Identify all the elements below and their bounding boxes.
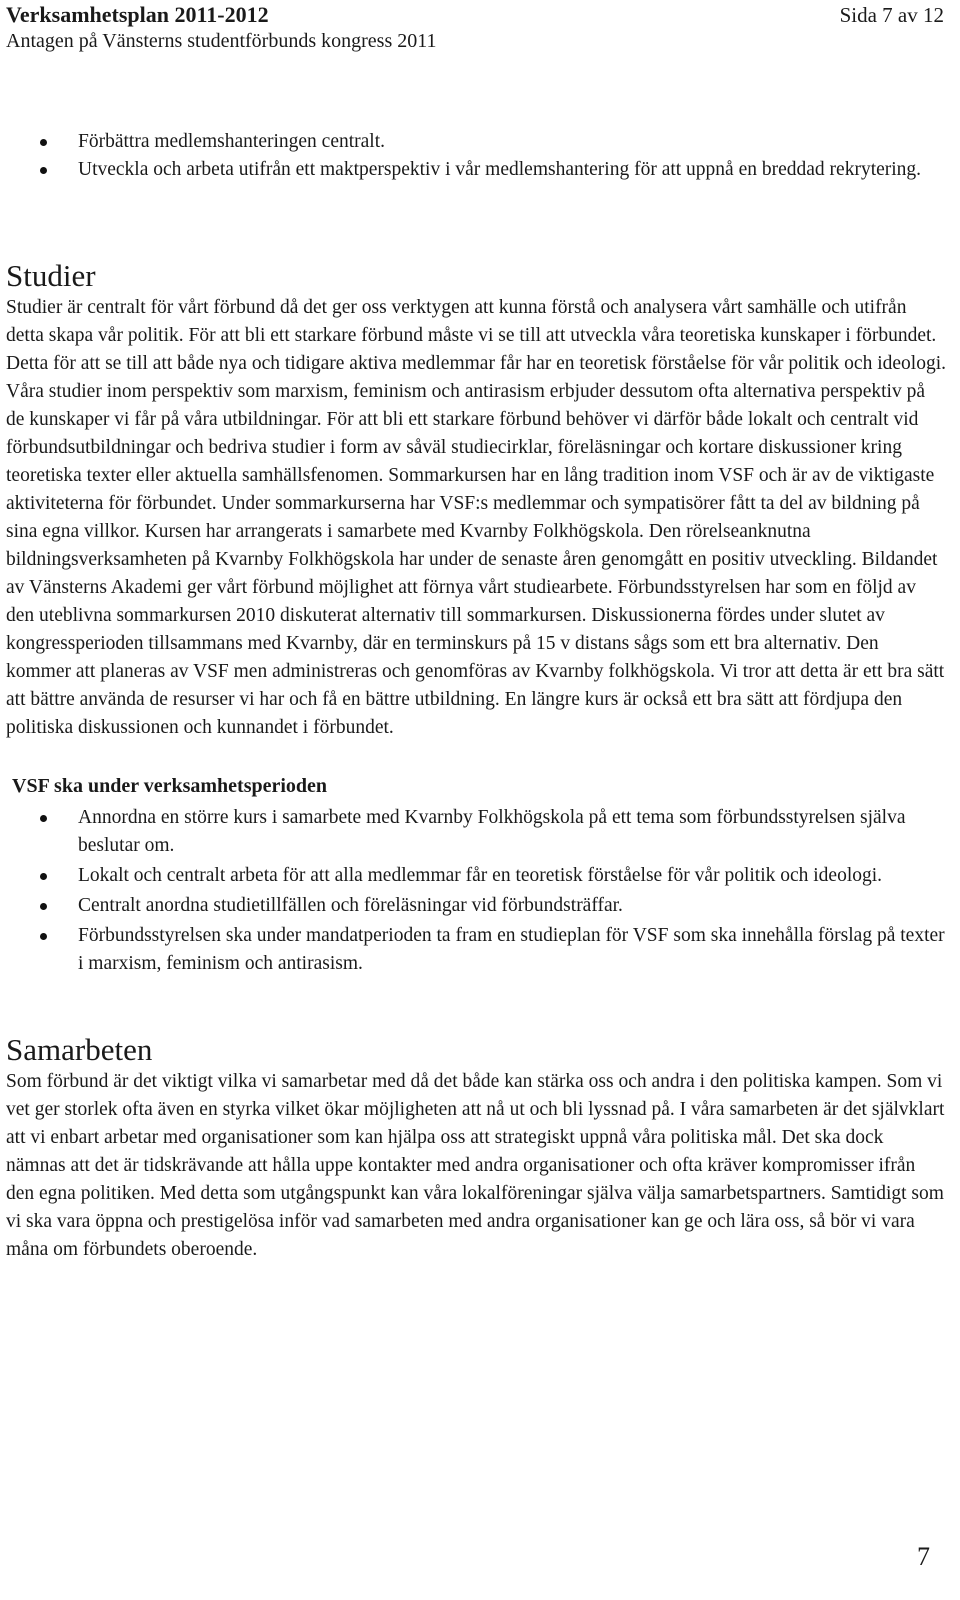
document-subtitle: Antagen på Vänsterns studentförbunds kongress 2011 [6,30,437,52]
vsf-goals-section [6,772,946,978]
page-number: 7 [917,1542,930,1571]
vsf-goals-list [6,804,946,978]
studies-section [6,258,946,742]
header-row [6,2,946,28]
page-indicator: Sida 7 av 12 [839,3,944,27]
studies-paragraph: Studier är centralt för vårt förbund då det ger oss verktygen att kunna förstå och analysera vårt samhälle och utifrån detta skapa vår politik. För att bli ett starkare förbund måste vi se till att utveckla våra teoretiska kunskaper i förbundet. Detta för att se till att både nya och tidigare aktiva medlemmar får har en teoretisk förståelse för vår politik och ideologi. Våra studier inom perspektiv som marxism, feminism och antirasism erbjuder dessutom ofta alternativa perspektiv på de kunskaper vi får på våra utbildningar. För att bli ett starkare förbund behöver vi därför både lokalt och centralt vid förbundsutbildningar och bedriva studier i form av såväl studiecirklar, föreläsningar och kortare diskussioner kring teoretiska texter eller aktuella samhällsfenomen. Sommarkursen har en lång tradition inom VSF och är av de viktigaste aktiviteterna för förbundet. Under sommarkurserna har VSF:s medlemmar och sympatisörer fått ta del av bildning på sina egna villkor. Kursen har arrangerats i samarbete med Kvarnby Folkhögskola. Den rörelseanknutna bildningsverksamheten på Kvarnby Folkhögskola har under de senaste åren genomgått en positiv utveckling. Bildandet av Vänsterns Akademi ger vårt förbund möjlighet att förnya vårt studiearbete. Förbundsstyrelsen har som en följd av den uteblivna sommarkursen 2010 diskuterat alternativ till sommarkursen. Diskussionerna fördes under slutet av kongressperioden tillsammans med Kvarnby, där en terminskurs på 15 v distans sågs som ett bra alternativ. Den kommer att planeras av VSF men administreras och genomföras av Kvarnby folkhögskola. Vi tror att detta är ett bra sätt att bättre använda de resurser vi har och få en bättre utbildning. En längre kurs är också ett bra sätt att fördjupa den politiska diskussionen och kunnandet i förbundet. [6,297,946,738]
list-item: Förbättra medlemshanteringen centralt. [6,128,946,156]
section-title-cooperation: Samarbeten [6,1032,153,1067]
intro-bullet-list [6,128,946,184]
cooperation-section [6,1032,946,1264]
vsf-goals-heading: VSF ska under verksamhetsperioden [12,775,328,797]
list-item: Förbundsstyrelsen ska under mandatperioden ta fram en studieplan för VSF som ska innehålla förslag på texter i marxism, feminism och antirasism. [6,922,946,978]
list-item: Utveckla och arbeta utifrån ett maktperspektiv i vår medlemshantering för att uppnå en breddad rekrytering. [6,156,946,184]
list-item: Annordna en större kurs i samarbete med Kvarnby Folkhögskola på ett tema som förbundsstyrelsen själva beslutar om. [6,804,946,860]
cooperation-paragraph: Som förbund är det viktigt vilka vi samarbetar med då det både kan stärka oss och andra i den politiska kampen. Som vi vet ger storlek ofta även en styrka vilket ökar möjligheten att nå ut och bli lyssnad på. I våra samarbeten är det självklart att vi enbart arbetar med organisationer som kan hjälpa oss att strategiskt uppnå våra politiska mål. Det ska dock nämnas att det är tidskrävande att hålla uppe kontakter med andra organisationer och ofta kräver kompromisser ifrån den egna politiken. Med detta som utgångspunkt kan våra lokalföreningar själva välja samarbetspartners. Samtidigt som vi ska vara öppna och prestigelösa inför vad samarbeten med andra organisationer kan ge och lära oss, så bör vi vara måna om förbundets oberoende. [6,1071,945,1260]
section-title-studies: Studier [6,258,96,293]
page-content [6,128,946,1264]
list-item: Lokalt och centralt arbeta för att alla medlemmar får en teoretisk förståelse för vår politik och ideologi. [6,862,946,890]
list-item: Centralt anordna studietillfällen och föreläsningar vid förbundsträffar. [6,892,946,920]
document-title: Verksamhetsplan 2011-2012 [6,2,269,27]
page-header [6,2,946,54]
